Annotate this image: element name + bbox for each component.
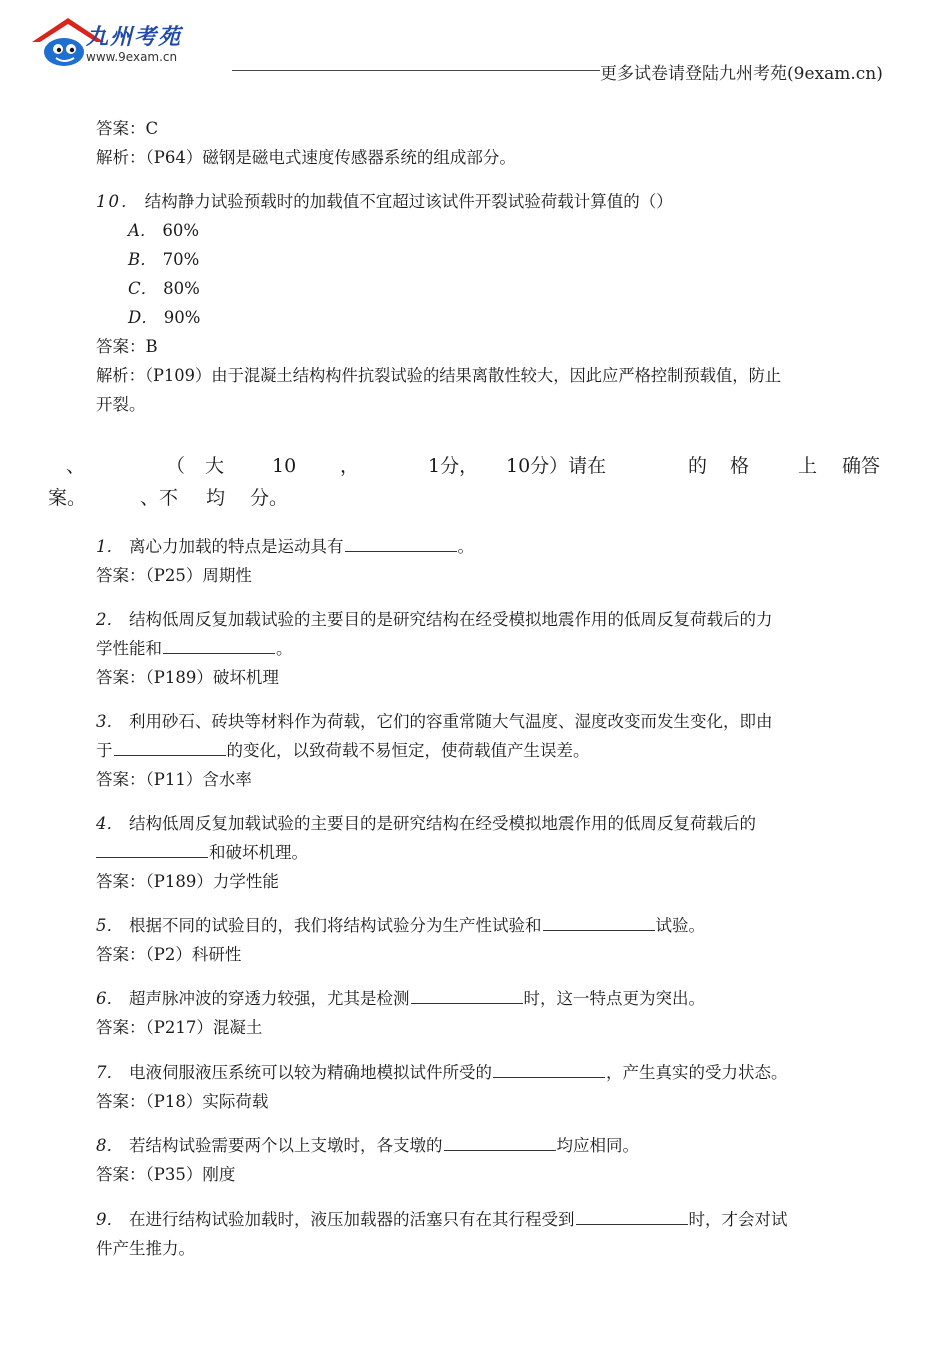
option-label: B． [128, 250, 157, 269]
header-rule [232, 70, 600, 71]
fill-q1-answer: 答案：（P25）周期性 [96, 566, 252, 585]
question-text: 。 [457, 537, 474, 556]
answer-blank[interactable] [163, 639, 275, 654]
question-number: 7． [96, 1063, 123, 1082]
question-text: 离心力加载的特点是运动具有 [129, 537, 344, 556]
heading-fragment: 格 [730, 455, 750, 477]
answer-blank[interactable] [543, 916, 655, 931]
answer-blank[interactable] [493, 1063, 605, 1078]
q10-number: 10． [96, 192, 140, 211]
question-text: 若结构试验需要两个以上支墩时，各支墩的 [129, 1136, 443, 1155]
fill-q3 [96, 711, 773, 733]
fill-q3-line2 [96, 740, 590, 762]
heading-fragment: 确答 [842, 455, 881, 477]
question-text: 结构低周反复加载试验的主要目的是研究结构在经受模拟地震作用的低周反复荷载后的力 [129, 610, 773, 629]
fill-q2-answer: 答案：（P189）破坏机理 [96, 668, 279, 687]
section2-heading-row1 [0, 454, 950, 478]
fill-q1 [96, 536, 474, 558]
fill-q8-answer: 答案：（P35）刚度 [96, 1165, 236, 1184]
question-text: 均应相同。 [556, 1136, 639, 1155]
q9-analysis: 解析：（P64）磁钢是磁电式速度传感器系统的组成部分。 [96, 148, 516, 167]
fill-q8 [96, 1135, 639, 1157]
heading-fragment: 的 [688, 455, 708, 477]
heading-fragment: 10 [272, 455, 297, 477]
q10-option-c [128, 278, 200, 300]
answer-blank[interactable] [96, 843, 208, 858]
question-text: 。 [276, 639, 293, 658]
fill-q4-line2 [96, 842, 308, 864]
heading-fragment: 1分， [428, 455, 479, 477]
heading-fragment: 、 [66, 455, 86, 477]
question-text: 时，才会对试 [688, 1210, 788, 1229]
question-text: 学性能和 [96, 639, 162, 658]
question-text: 于 [96, 741, 113, 760]
section2-heading-row2 [0, 486, 950, 510]
question-number: 4． [96, 814, 123, 833]
fill-q7-answer: 答案：（P18）实际荷载 [96, 1092, 269, 1111]
q10-answer: 答案：B [96, 337, 158, 356]
heading-fragment: 、不 [140, 487, 179, 509]
question-number: 2． [96, 610, 123, 629]
question-text: 时，这一特点更为突出。 [523, 989, 705, 1008]
option-text: 90% [163, 308, 201, 327]
heading-fragment: 10分）请在 [506, 455, 607, 477]
heading-fragment: 大 [205, 455, 225, 477]
question-text: 的变化，以致荷载不易恒定，使荷载值产生误差。 [226, 741, 590, 760]
question-text: 结构低周反复加载试验的主要目的是研究结构在经受模拟地震作用的低周反复荷载后的 [129, 814, 756, 833]
question-text: 根据不同的试验目的，我们将结构试验分为生产性试验和 [129, 916, 542, 935]
answer-blank[interactable] [345, 537, 457, 552]
q10-option-d [128, 307, 200, 329]
heading-fragment: 均 [206, 487, 226, 509]
q10-analysis-line2: 开裂。 [96, 395, 146, 414]
answer-blank[interactable] [576, 1210, 688, 1225]
heading-fragment: 上 [798, 455, 818, 477]
logo-text: 九州考苑 [86, 25, 183, 50]
fill-q6-answer: 答案：（P217）混凝土 [96, 1018, 263, 1037]
answer-blank[interactable] [411, 989, 523, 1004]
heading-fragment: 分。 [250, 487, 289, 509]
q10-option-b [128, 249, 199, 271]
fill-q5-answer: 答案：（P2）科研性 [96, 945, 242, 964]
heading-fragment: ， [340, 455, 360, 477]
option-text: 80% [163, 279, 200, 298]
answer-blank[interactable] [114, 741, 226, 756]
header-tagline[interactable]: 更多试卷请登陆九州考苑(9exam.cn) [600, 64, 883, 84]
fill-q7 [96, 1062, 788, 1084]
question-number: 1． [96, 537, 123, 556]
option-label: A． [128, 221, 157, 240]
question-text: 试验。 [655, 916, 705, 935]
fill-q5 [96, 915, 705, 937]
option-label: C． [128, 279, 158, 298]
answer-blank[interactable] [444, 1136, 556, 1151]
heading-fragment: 案。 [48, 487, 87, 509]
option-text: 60% [162, 221, 200, 240]
logo-url[interactable]: www.9exam.cn [86, 50, 178, 64]
question-text: 和破坏机理。 [209, 843, 308, 862]
fill-q4-answer: 答案：（P189）力学性能 [96, 872, 279, 891]
q10-option-a [128, 220, 199, 242]
q10-text: 结构静力试验预载时的加载值不宜超过该试件开裂试验荷载计算值的（） [144, 192, 673, 211]
question-text: 电液伺服液压系统可以较为精确地模拟试件所受的 [129, 1063, 492, 1082]
question-number: 5． [96, 916, 123, 935]
question-text: 在进行结构试验加载时，液压加载器的活塞只有在其行程受到 [129, 1210, 575, 1229]
q10-question [96, 191, 673, 213]
fill-q2-line2 [96, 638, 293, 660]
q9-answer: 答案：C [96, 119, 159, 138]
q10-analysis-line1: 解析：（P109）由于混凝土结构构件抗裂试验的结果离散性较大，因此应严格控制预载值，防止 [96, 366, 782, 385]
fill-q9-line2: 件产生推力。 [96, 1239, 195, 1258]
fill-q9 [96, 1209, 788, 1231]
question-number: 9． [96, 1210, 123, 1229]
question-text: ，产生真实的受力状态。 [606, 1063, 788, 1082]
question-text: 利用砂石、砖块等材料作为荷载，它们的容重常随大气温度、湿度改变而发生变化，即由 [129, 712, 773, 731]
fill-q4 [96, 813, 756, 835]
heading-fragment: （ [166, 455, 186, 477]
question-number: 6． [96, 989, 123, 1008]
option-label: D． [128, 308, 158, 327]
option-text: 70% [162, 250, 200, 269]
question-text: 超声脉冲波的穿透力较强，尤其是检测 [129, 989, 410, 1008]
fill-q2 [96, 609, 773, 631]
fill-q3-answer: 答案：（P11）含水率 [96, 770, 252, 789]
question-number: 3． [96, 712, 123, 731]
question-number: 8． [96, 1136, 123, 1155]
fill-q6 [96, 988, 705, 1010]
